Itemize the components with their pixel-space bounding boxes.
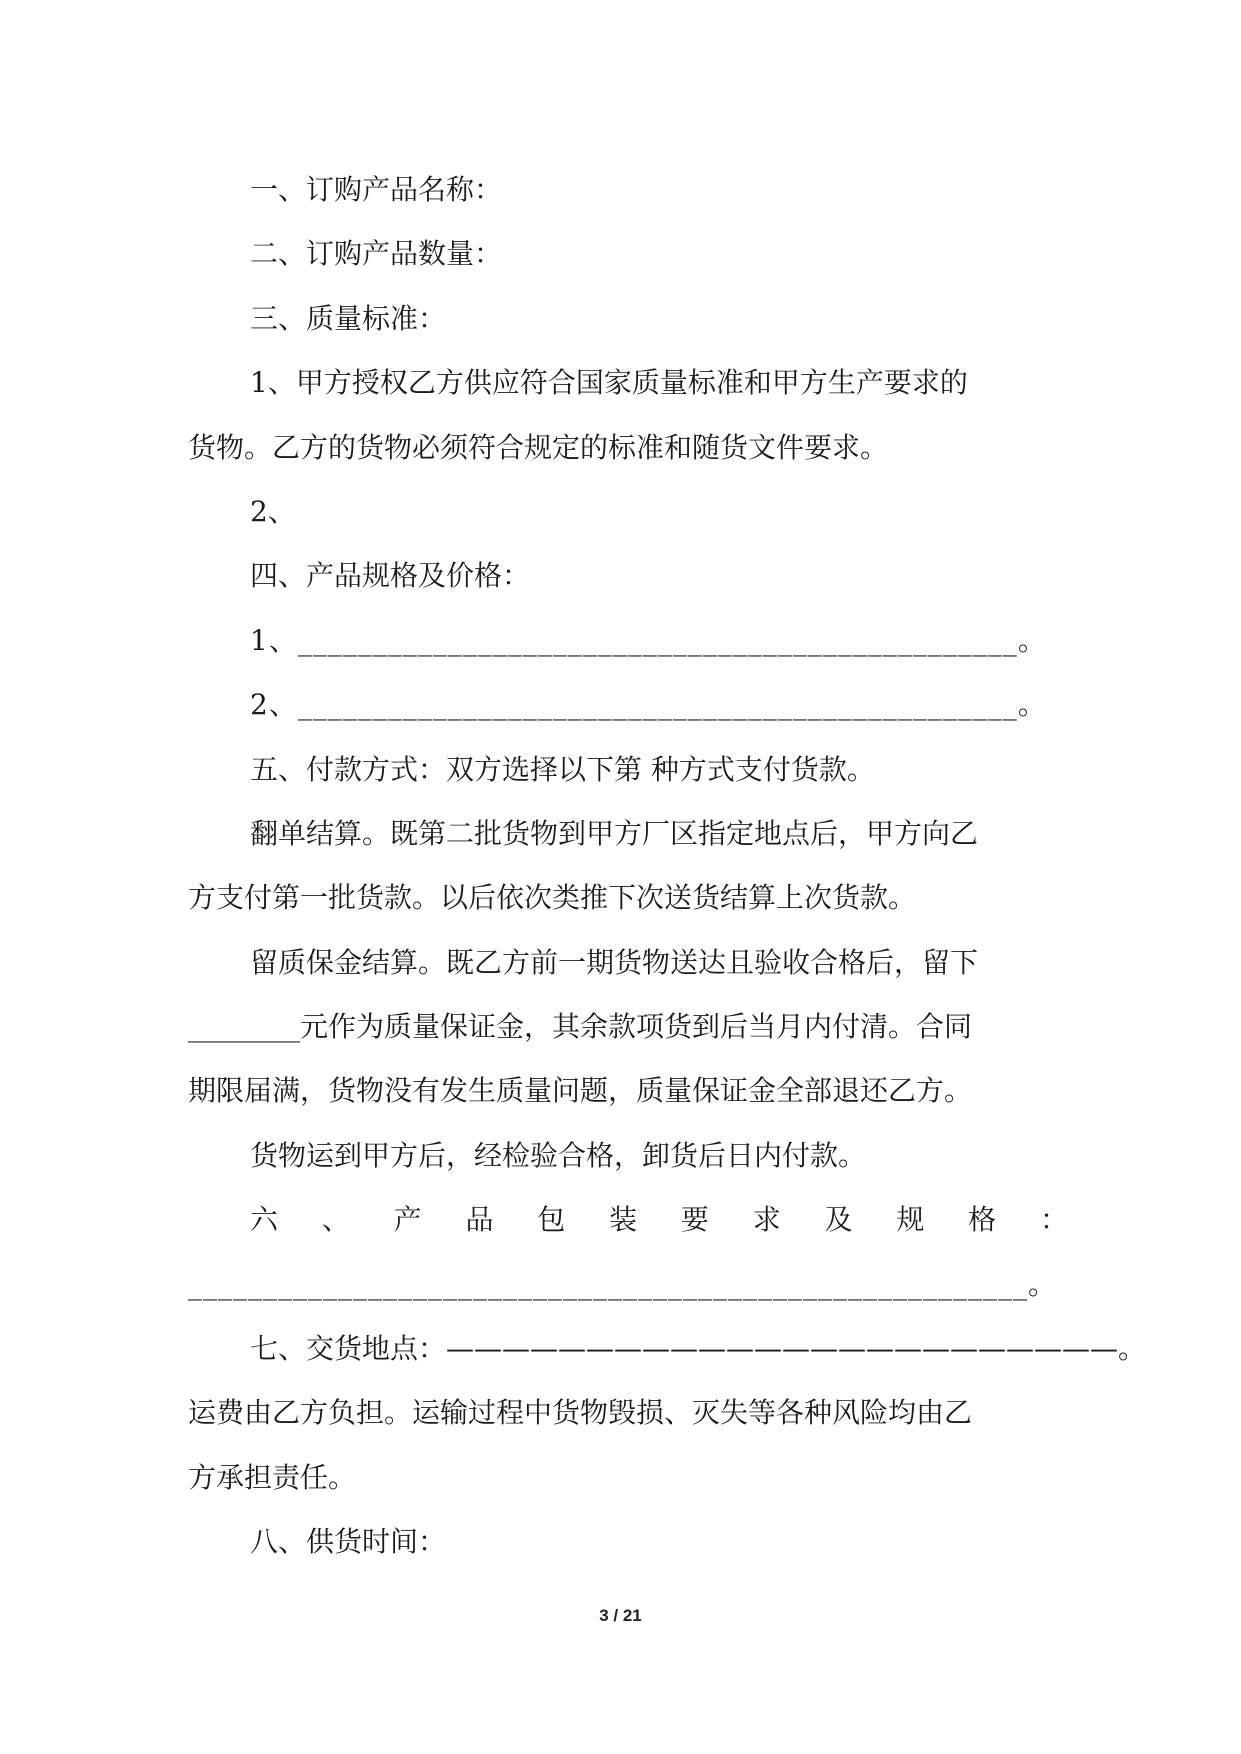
quality-item-2: 2、	[250, 494, 296, 528]
packaging-char: 及	[824, 1203, 853, 1237]
quality-item-1-line-2: 货物。乙方的货物必须符合规定的标准和随货文件要求。	[188, 430, 889, 464]
packaging-blank: ________________________________________________________。	[188, 1267, 1058, 1301]
packaging-char: 格	[968, 1203, 997, 1237]
spec-item-1: 1、________________________________________________。	[250, 623, 1047, 657]
delivery-freight-line-2: 方承担责任。	[188, 1460, 357, 1494]
clause-product-name: 一、订购产品名称：	[250, 173, 503, 206]
clause-quality-standard: 三、质量标准：	[250, 301, 447, 335]
spec-item-2: 2、________________________________________________。	[250, 688, 1047, 722]
packaging-char: 、	[321, 1203, 350, 1237]
document-body	[188, 158, 1147, 1575]
clause-spec-price: 四、产品规格及价格：	[250, 559, 531, 593]
payment-retention-line-1: 留质保金结算。既乙方前一期货物送达且验收合格后，留下	[250, 945, 979, 979]
packaging-char: 产	[393, 1203, 422, 1237]
packaging-char: 包	[537, 1203, 566, 1237]
clause-product-quantity: 二、订购产品数量：	[250, 237, 503, 271]
payment-retention-line-3: 期限届满，货物没有发生质量问题，质量保证金全部退还乙方。	[188, 1074, 973, 1108]
payment-rollover-line-1: 翻单结算。既第二批货物到甲方厂区指定地点后，甲方向乙	[250, 816, 979, 850]
payment-retention-line-2: ________元作为质量保证金，其余款项货到后当月内付清。合同	[188, 1010, 973, 1044]
delivery-freight-line-1: 运费由乙方负担。运输过程中货物毁损、灭失等各种风险均由乙	[188, 1396, 973, 1430]
page-number: 3 / 21	[599, 1606, 642, 1625]
payment-rollover-line-2: 方支付第一批货款。以后依次类推下次送货结算上次货款。	[188, 881, 917, 915]
packaging-char: 求	[752, 1203, 781, 1237]
clause-supply-time: 八、供货时间：	[250, 1525, 447, 1559]
packaging-char: 规	[896, 1203, 925, 1237]
packaging-char: 品	[465, 1203, 494, 1237]
packaging-char: 六	[250, 1203, 279, 1237]
clause-delivery-location: 七、交货地点：————————————————————————。	[250, 1332, 1147, 1366]
packaging-char: 要	[680, 1203, 709, 1237]
clause-packaging	[188, 1188, 1068, 1252]
payment-on-inspection: 货物运到甲方后，经检验合格，卸货后日内付款。	[250, 1138, 867, 1172]
packaging-char: ：	[1039, 1203, 1068, 1237]
packaging-char: 装	[609, 1203, 638, 1237]
clause-payment-method: 五、付款方式：双方选择以下第 种方式支付货款。	[250, 752, 875, 786]
quality-item-1-line-1: 1、甲方授权乙方供应符合国家质量标准和甲方生产要求的	[250, 366, 968, 400]
